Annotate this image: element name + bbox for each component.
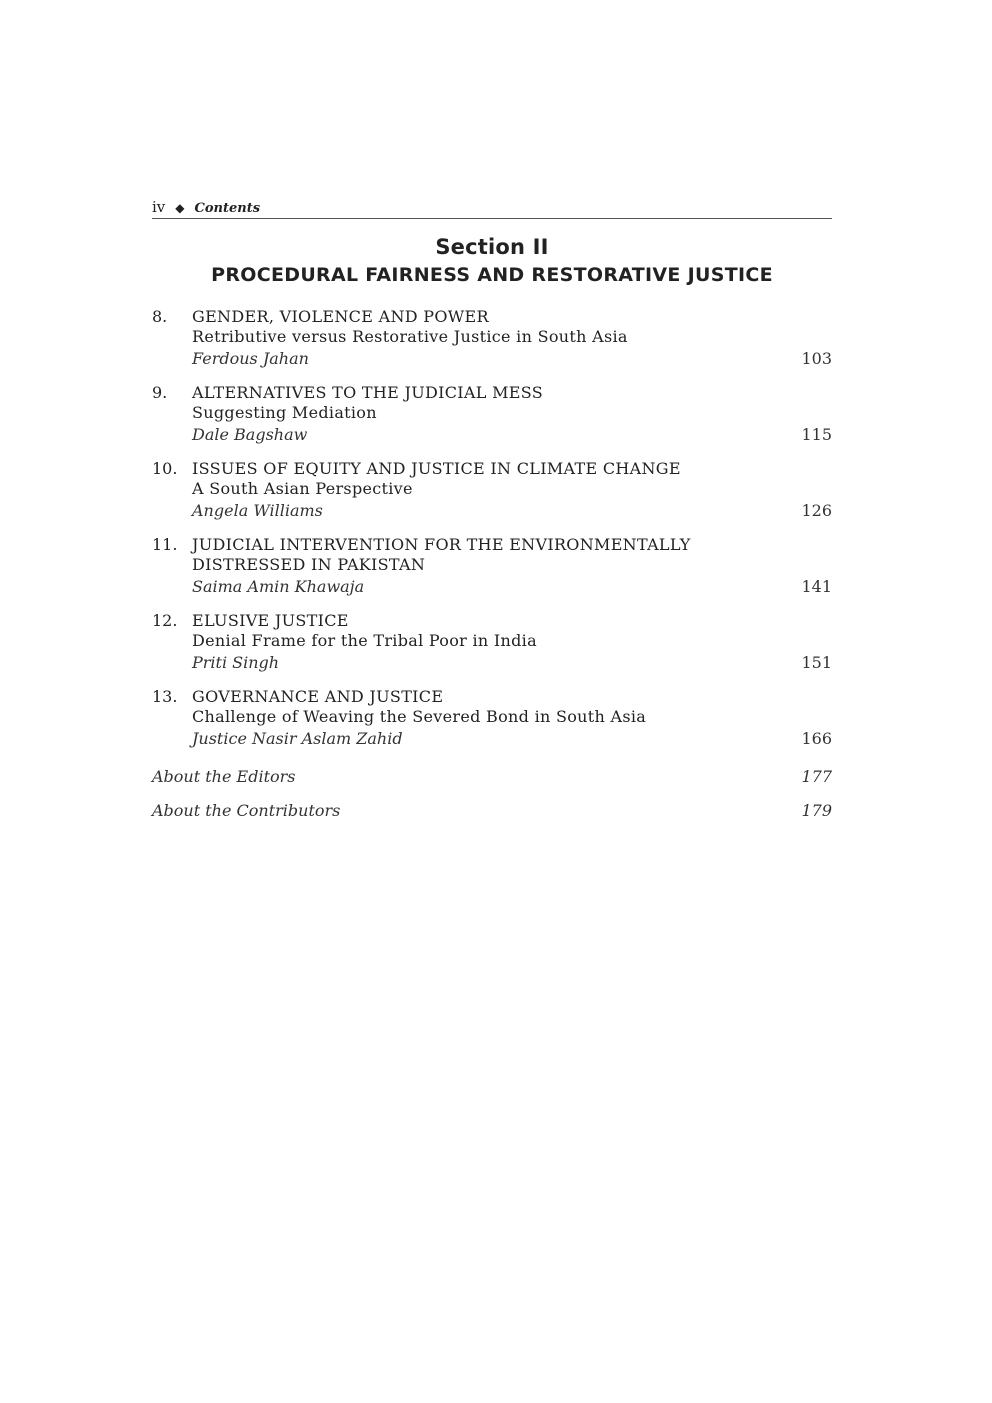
chapter-author: Dale Bagshaw — [192, 425, 308, 444]
toc-entry-9[interactable] — [152, 383, 832, 446]
chapter-author: Ferdous Jahan — [192, 349, 309, 368]
chapter-number: 10. — [152, 459, 178, 478]
chapter-page: 103 — [801, 349, 832, 368]
chapter-title: ALTERNATIVES TO THE JUDICIAL MESS — [192, 383, 543, 402]
chapter-number: 9. — [152, 383, 168, 402]
chapter-title: GOVERNANCE AND JUSTICE — [192, 687, 444, 706]
chapter-subtitle: Suggesting Mediation — [192, 403, 377, 422]
chapter-subtitle: Challenge of Weaving the Severed Bond in South Asia — [192, 707, 647, 726]
chapter-author: Angela Williams — [192, 501, 323, 520]
chapter-number: 12. — [152, 611, 178, 630]
chapter-title: JUDICIAL INTERVENTION FOR THE ENVIRONMENTALLY — [192, 535, 691, 554]
contents-page — [152, 198, 832, 822]
chapter-subtitle: DISTRESSED IN PAKISTAN — [192, 555, 426, 574]
table-of-contents — [152, 307, 832, 822]
chapter-number: 11. — [152, 535, 178, 554]
page-folio: iv — [152, 198, 166, 216]
chapter-page: 141 — [801, 577, 832, 596]
chapter-title: ISSUES OF EQUITY AND JUSTICE IN CLIMATE CHANGE — [192, 459, 681, 478]
chapter-number: 8. — [152, 307, 168, 326]
section-title: PROCEDURAL FAIRNESS AND RESTORATIVE JUSTICE — [211, 264, 773, 286]
running-head — [152, 198, 832, 219]
toc-about-editors[interactable] — [152, 766, 832, 788]
chapter-subtitle: Denial Frame for the Tribal Poor in India — [192, 631, 537, 650]
back-matter-label: About the Editors — [152, 767, 296, 786]
chapter-page: 151 — [801, 653, 832, 672]
toc-entry-10[interactable] — [152, 459, 832, 522]
toc-about-contributors[interactable] — [152, 800, 832, 822]
toc-entry-8[interactable] — [152, 307, 832, 370]
chapter-page: 115 — [801, 425, 832, 444]
chapter-subtitle: Retributive versus Restorative Justice in South Asia — [192, 327, 628, 346]
back-matter-page: 179 — [801, 801, 832, 820]
toc-entry-11[interactable] — [152, 535, 832, 598]
chapter-page: 126 — [801, 501, 832, 520]
section-heading — [152, 233, 832, 289]
section-number: Section II — [435, 235, 549, 259]
toc-entry-13[interactable] — [152, 687, 832, 750]
chapter-author: Priti Singh — [192, 653, 280, 672]
diamond-icon: ◆ — [175, 201, 185, 215]
back-matter-label: About the Contributors — [152, 801, 341, 820]
chapter-author: Justice Nasir Aslam Zahid — [192, 729, 403, 748]
chapter-author: Saima Amin Khawaja — [192, 577, 365, 596]
chapter-title: ELUSIVE JUSTICE — [192, 611, 349, 630]
chapter-title: GENDER, VIOLENCE AND POWER — [192, 307, 489, 326]
chapter-page: 166 — [801, 729, 832, 748]
chapter-number: 13. — [152, 687, 178, 706]
chapter-subtitle: A South Asian Perspective — [192, 479, 413, 498]
toc-entry-12[interactable] — [152, 611, 832, 674]
running-head-label: Contents — [194, 201, 261, 216]
back-matter-page: 177 — [801, 767, 832, 786]
